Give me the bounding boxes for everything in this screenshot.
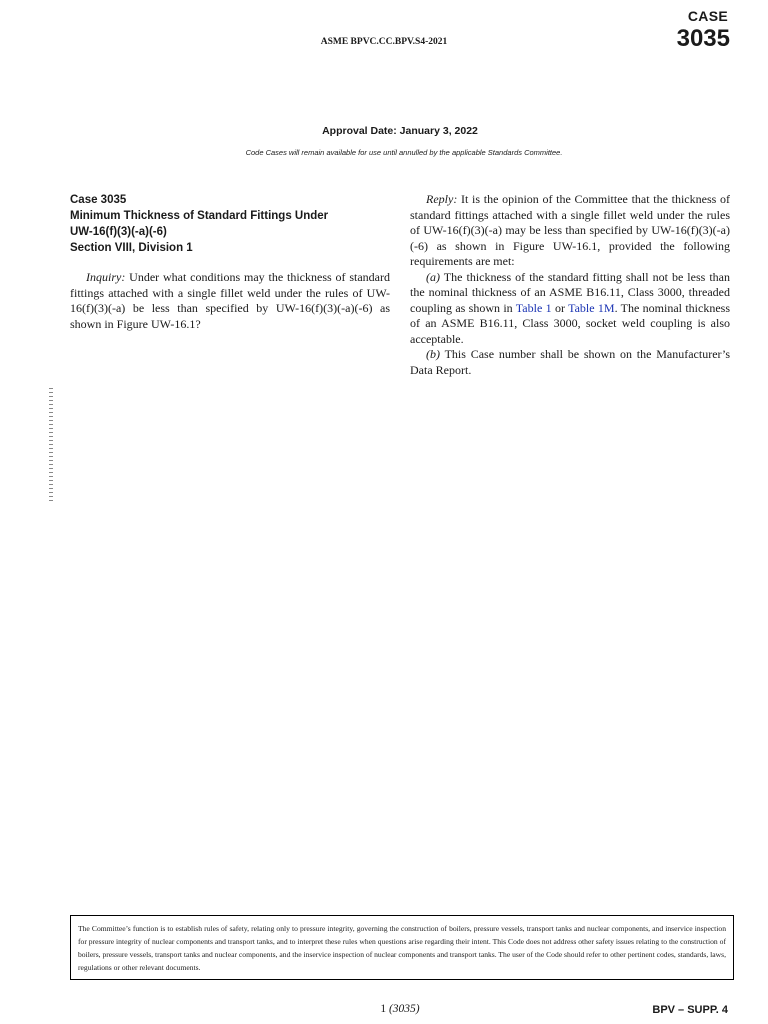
case-title-line: Minimum Thickness of Standard Fittings Under	[70, 210, 329, 222]
case-number: 3035	[676, 25, 730, 52]
margin-change-bar	[49, 388, 53, 504]
item-a-text-end: . The nominal thickness of an ASME B16.11, Class 3000, socket weld coupling is also acceptable.	[410, 300, 730, 346]
case-label: CASE	[687, 8, 728, 24]
case-title-line: UW-16(f)(3)(-a)(-6)	[70, 226, 167, 238]
table-1-link[interactable]: Table 1	[515, 300, 552, 315]
item-b-paragraph	[410, 347, 730, 378]
inquiry-label: Inquiry:	[86, 270, 126, 284]
supplement-label: BPV – SUPP. 4	[652, 1004, 728, 1016]
item-b-text: This Case number shall be shown on the Manufacturer’s Data Report.	[410, 347, 730, 377]
standard-designation: ASME BPVC.CC.BPV.S4-2021	[320, 37, 448, 47]
case-title-line: Section VIII, Division 1	[70, 242, 193, 254]
inquiry-text: Under what conditions may the thickness of standard fittings attached with a single fillet weld under the rules of UW-16(f)(3)(-a) be less than specified by UW-16(f)(3)(-a)(-6) as shown in Figure UW-16.1?	[70, 270, 390, 331]
right-column	[410, 192, 730, 378]
inquiry-paragraph	[70, 270, 390, 332]
left-column	[70, 192, 390, 332]
case-title	[70, 192, 390, 256]
reply-paragraph	[410, 192, 730, 270]
item-a-connector: or	[551, 300, 569, 315]
item-a-label: (a)	[426, 269, 440, 284]
availability-note: Code Cases will remain available for use until annulled by the applicable Standards Committee.	[245, 148, 563, 157]
page-case-ref: (3035)	[388, 1003, 420, 1015]
item-a-paragraph	[410, 270, 730, 348]
item-b-label: (b)	[426, 347, 440, 361]
approval-date: Approval Date: January 3, 2022	[322, 125, 478, 137]
table-1m-link[interactable]: Table 1M	[568, 300, 615, 315]
reply-label: Reply:	[426, 192, 458, 206]
case-title-line: Case 3035	[70, 194, 127, 206]
item-a-text: The thickness of the standard fitting shall not be less than the nominal thickness of an ASME B16.11, Class 3000, threaded coupling as shown in	[410, 269, 730, 315]
committee-notice-box: The Committee’s function is to establish rules of safety, relating only to pressure integrity, governing the construction of boilers, pressure vessels, transport tanks and nuclear components, and inservice inspection for pressure integrity of nuclear components and transport tanks, and to interpret these rules when questions arise regarding their intent. This Code does not address other safety issues relating to the construction of boilers, pressure vessels, transport tanks and nuclear components, and the inservice inspection of nuclear components and transport tanks. The user of the Code should refer to other pertinent codes, standards, laws, regulations or other relevant documents.	[70, 915, 734, 980]
page-number-value: 1	[380, 1003, 387, 1015]
reply-text: It is the opinion of the Committee that the thickness of standard fittings attached with a single fillet weld under the rules of UW-16(f)(3)(-a) may be less than specified by UW-16(f)(3)(-a)(-6) as shown in Figure UW-16.1, provided the following requirements are met:	[410, 192, 730, 268]
